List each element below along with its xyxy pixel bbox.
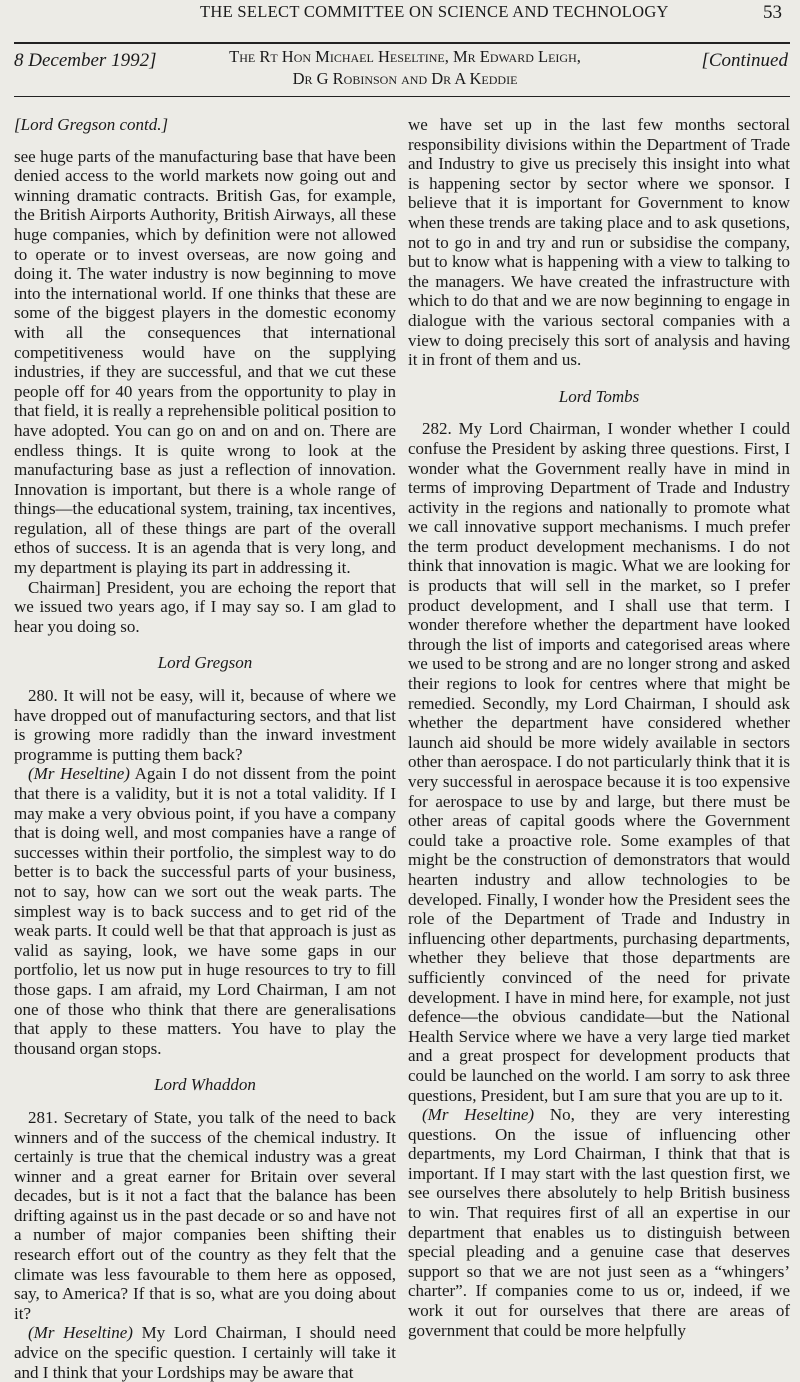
paragraph-text: No, they are very interesting questions. On the issue of influencing other departments, my Lord Chairman, I think that that is important. If I may start with the last question first, we see ourselves there absolutely to help British business to win. That requires first of all an expertise in our department that enables us to distinguish between special pleading and a genuine case that deserves support so that we are not just seen as a “whingers’ charter”. If companies come to us or, indeed, if we work it out for ourselves that there are areas of government that could be more helpfully (408, 1105, 790, 1340)
paragraph (14, 1323, 396, 1382)
paragraph: 281. Secretary of State, you talk of the need to back winners and of the success of the chemical industry. It certainly is true that the chemical industry was a great winner and a great earner for Britain over several decades, but is it not a fact that the balance has been drifting against us in the past decade or so and have not a number of major companies been shifting their research effort out of the country as they felt that the climate was less favourable to them here as opposed, say, to America? If that is so, what are you doing about it? (14, 1107, 396, 1323)
right-column (408, 115, 790, 1340)
witness-name: (Mr Heseltine) (28, 1323, 133, 1343)
header-rule-top (14, 42, 790, 44)
hearing-date: 8 December 1992] (14, 50, 157, 71)
witness-name: (Mr Heseltine) (28, 764, 130, 784)
witness-line-1: The Rt Hon Michael Heseltine, Mr Edward Leigh, (229, 47, 581, 66)
speaker-continued: [Lord Gregson contd.] (14, 115, 169, 134)
witness-line-2: Dr G Robinson and Dr A Keddie (292, 69, 518, 88)
paragraph-text: Again I do not dissent from the point that there is a validity, but it is not a total validity. If I may make a very obvious point, if you have a company that is doing well, and most companies have a range of successes within their portfolio, the simplest way to do better is to back the successful parts of your business, not to say, how can we sort out the weak parts. The simplest way is to back success and to get rid of the weak parts. It could well be that that approach is just as valid as saying, look, we have some gaps in our portfolio, let us now put in huge resources to try to fill those gaps. I am afraid, my Lord Chairman, I am not one of those who think that there are generalisations that apply to these matters. You have to play the thousand organ stops. (14, 764, 396, 1058)
speaker-heading: Lord Tombs (558, 386, 640, 406)
page-number: 53 (763, 2, 782, 23)
witness-name: (Mr Heseltine) (422, 1105, 535, 1125)
paragraph: see huge parts of the manufacturing base that have been denied access to the world markets now going out and winning dramatic contracts. British Gas, for example, the British Airports Authority, British Airways, all these huge companies, which by definition were not allowed to operate or to invest overseas, are now going and doing it. The water industry is now beginning to move into the international world. If one thinks that these are some of the biggest players in the domestic economy with all the consequences that international competitiveness would have on the supplying industries, if they are successful, and that we cut these people off for 40 years from the opportunity to play in that field, it is really a reprehensible political position to have adopted. You can go on and on and on. There are endless things. It is quite wrong to look at the manufacturing base as just a reflection of innovation. Innovation is important, but there is a whole range of things—the educational system, training, tax incentives, regulation, all of these things are part of the overall ethos of success. It is an agenda that is very long, and my department is playing its part in addressing it. (14, 146, 396, 578)
header-rule-bottom (14, 96, 790, 97)
paragraph: 282. My Lord Chairman, I wonder whether I could confuse the President by asking three questions. First, I wonder what the Government really have in mind in terms of improving Department of Trade and Industry activity in the regions and nationally to promote what we call innovative support mechanisms. I much prefer the term product development mechanisms. I do not think that innovation is magic. What we are looking for is products that will sell in the market, so I prefer product development, and I shall use that term. I wonder therefore whether the department have looked through the list of imports and categorised areas where we used to be strong and are no longer strong and asked their regions to look for centres where that might be remedied. Secondly, my Lord Chairman, I should ask whether the department have considered whether launch aid should be more widely available in sectors other than aerospace. I do not particularly think that it is very successful in aerospace because it is too expensive for aerospace to use by and large, but there must be other areas of capital goods where the Government could take a proactive role. Some examples of that might be the construction of demonstrators that would hearten industry and allow technologies to be developed. Finally, I wonder how the President sees the role of the Department of Trade and Industry in influencing other departments, purchasing departments, whether they believe that those departments are sufficiently convinced of the need for private development. I have in mind here, for example, not just defence—the obvious candidate—but the National Health Service where we have a very large tied market and a great prospect for development products that could be launched on the world. I am sorry to ask three questions, President, but I am sure that you are up to it. (408, 419, 790, 1105)
speaker-heading: Lord Gregson (157, 653, 253, 673)
paragraph-text: My Lord Chairman, I should need advice on the specific question. I certainly will take it and I think that your Lordships may be aware that (14, 1323, 396, 1382)
left-column (14, 115, 396, 1382)
paragraph (14, 764, 396, 1058)
paragraph: Chairman] President, you are echoing the report that we issued two years ago, if I may say so. I am glad to hear you doing so. (14, 577, 396, 636)
continued-marker: [Continued (701, 50, 788, 71)
paragraph (408, 1105, 790, 1340)
paragraph: we have set up in the last few months sectoral responsibility divisions within the Department of Trade and Industry to give us precisely this insight into what is happening sector by sector where we sponsor. I believe that it is important for Government to know when these trends are taking place and to ask qusetions, not to go in and try and run or subsidise the company, but to know what is happening with a view to talking to the managers. We have created the infrastructure with which to do that and we are now beginning to engage in dialogue with the various sectoral companies with a view to doing precisely this sort of analysis and having it in front of them and us. (408, 115, 790, 370)
speaker-heading: Lord Whaddon (154, 1075, 256, 1095)
paragraph: 280. It will not be easy, will it, because of where we have dropped out of manufacturing sectors, and that list is growing more radidly than the inward investment programme is putting them back? (14, 686, 396, 764)
committee-title: THE SELECT COMMITTEE ON SCIENCE AND TECHNOLOGY (200, 2, 669, 21)
running-head (0, 2, 800, 42)
witness-list (195, 46, 615, 90)
